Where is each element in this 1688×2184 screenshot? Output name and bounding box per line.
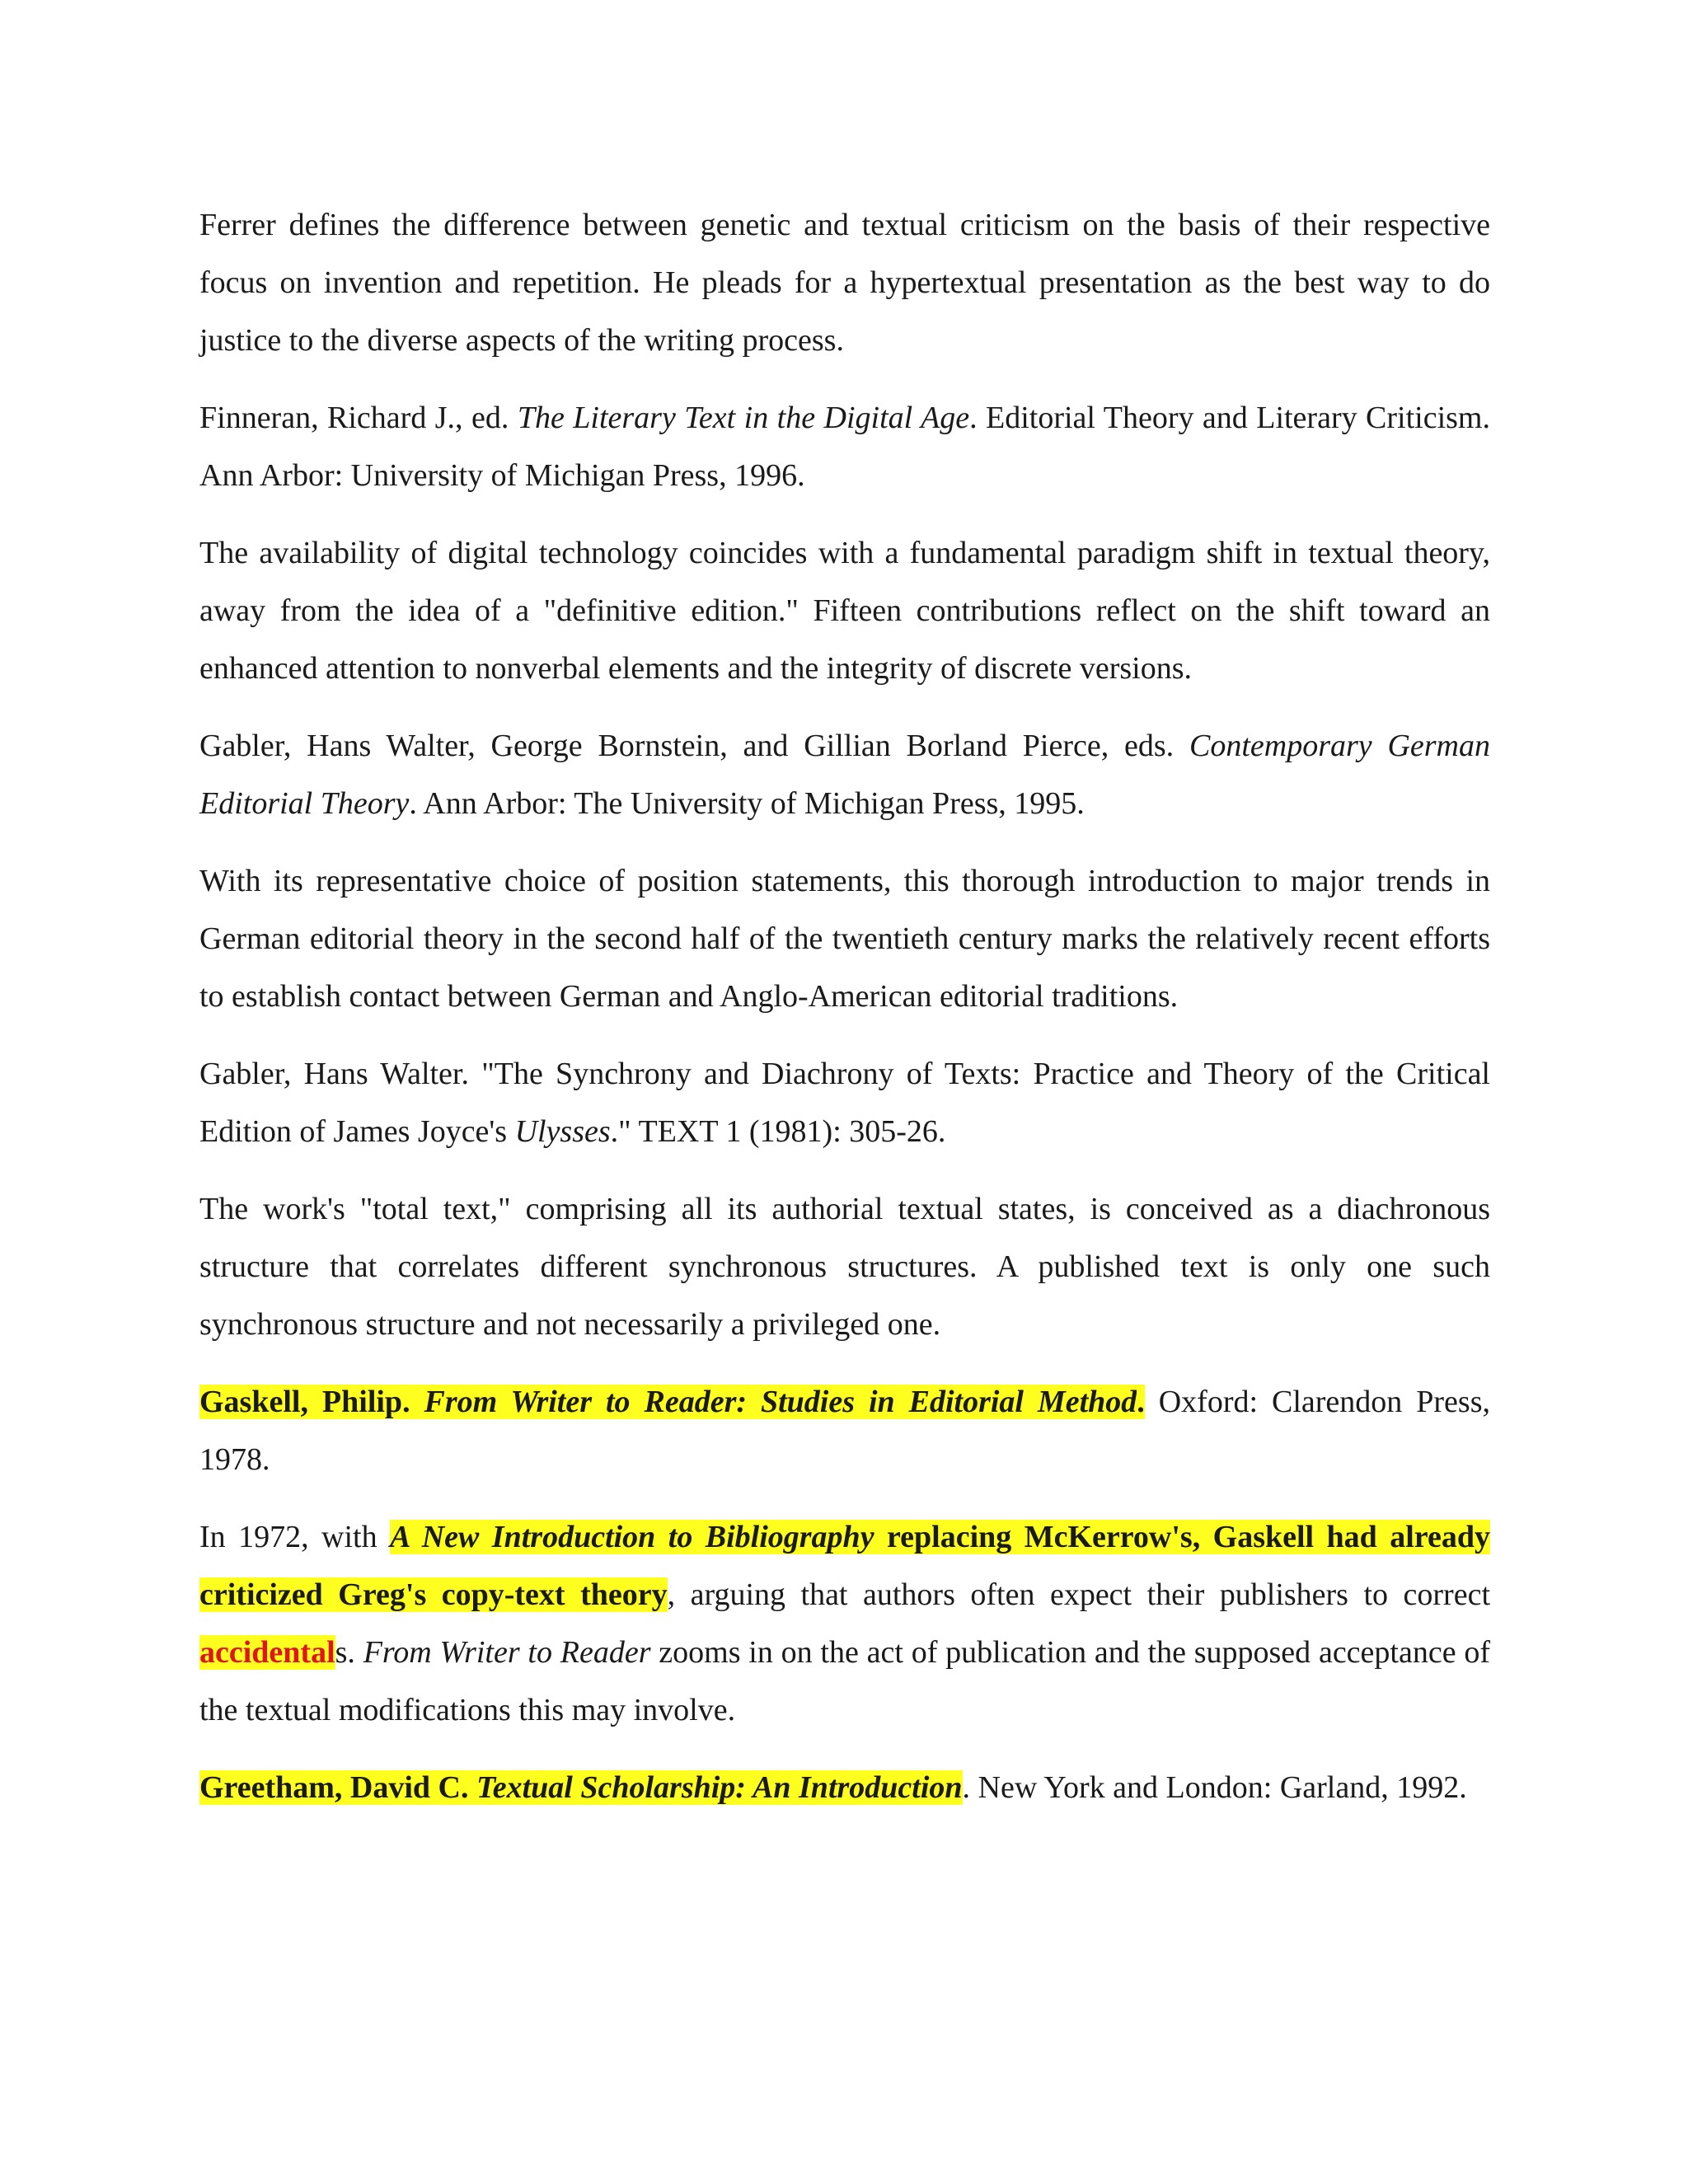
bibliography-entry-gaskell [199,1373,1490,1488]
text-run: . New York and London: Garland, 1992. [962,1770,1467,1805]
text-run: The work's "total text," comprising all its authorial textual states, is conceived as a diachronous structure that correlates different synchronous structures. A published text is only one such synchronous structure and not necessarily a privileged one. [199,1192,1490,1342]
bibliography-entry-greetham [199,1759,1490,1816]
book-title-highlighted: Textual Scholarship: An Introduction [476,1770,963,1805]
text-run-highlighted: . [1137,1385,1145,1419]
bibliography-entry-gabler-article [199,1045,1490,1160]
red-highlighted-word: accidental [199,1635,335,1670]
text-run: Gabler, Hans Walter. "The Synchrony and Diachrony of Texts: Practice and Theory of the Critical Edition of James Joyce's [199,1057,1490,1149]
text-run: The availability of digital technology coincides with a fundamental paradigm shift in textual theory, away from the idea of a "definitive edition." Fifteen contributions reflect on the shift toward an enhanced attention to nonverbal elements and the integrity of discrete versions. [199,536,1490,686]
text-run: Finneran, Richard J., ed. [199,401,518,435]
text-run: zooms in on the act of publication and the supposed acceptance of the textual modifications this may involve. [199,1635,1491,1727]
author-name-highlighted: Greetham, David C. [199,1770,476,1805]
text-run: . Editorial Theory and Literary Criticism. Ann Arbor: University of Michigan Press, 1996. [199,401,1490,493]
text-run-highlighted: replacing McKerrow's, Gaskell had already criticized Greg's copy-text theory [199,1520,1490,1612]
annotation-ferrer [199,196,1490,369]
book-title: Ulysses [514,1114,611,1149]
text-run: s. [335,1635,363,1670]
text-run: Ferrer defines the difference between genetic and textual criticism on the basis of their respective focus on invention and repetition. He pleads for a hypertextual presentation as the best way to do justice to the diverse aspects of the writing process. [199,208,1490,358]
text-run: Gabler, Hans Walter, George Bornstein, and Gillian Borland Pierce, eds. [199,729,1189,763]
book-title: Contemporary German Editorial Theory [199,729,1491,821]
author-name-highlighted: Gaskell, Philip. [199,1385,424,1419]
annotation-gabler-eds [199,852,1490,1025]
annotation-gaskell [199,1508,1490,1739]
bibliography-entry-gabler-eds [199,717,1490,832]
text-run: ." TEXT 1 (1981): 305-26. [610,1114,946,1149]
text-run: With its representative choice of position statements, this thorough introduction to major trends in German editorial theory in the second half of the twentieth century marks the relatively recent efforts to establish contact between German and Anglo-American editorial traditions. [199,864,1490,1014]
book-title: The Literary Text in the Digital Age [517,401,970,435]
book-title: From Writer to Reader [363,1635,651,1670]
book-title-highlighted: A New Introduction to Bibliography [390,1520,874,1554]
annotation-finneran [199,524,1490,697]
annotation-gabler-article [199,1180,1490,1353]
document-page [199,196,1490,1816]
book-title-highlighted: From Writer to Reader: Studies in Editorial Method [424,1385,1137,1419]
text-run: In 1972, with [199,1520,391,1554]
text-run: , arguing that authors often expect their publishers to correct [667,1577,1490,1612]
bibliography-entry-finneran [199,389,1490,504]
text-run: . Ann Arbor: The University of Michigan Press, 1995. [409,786,1085,821]
text-run: Oxford: Clarendon Press, 1978. [199,1385,1490,1477]
